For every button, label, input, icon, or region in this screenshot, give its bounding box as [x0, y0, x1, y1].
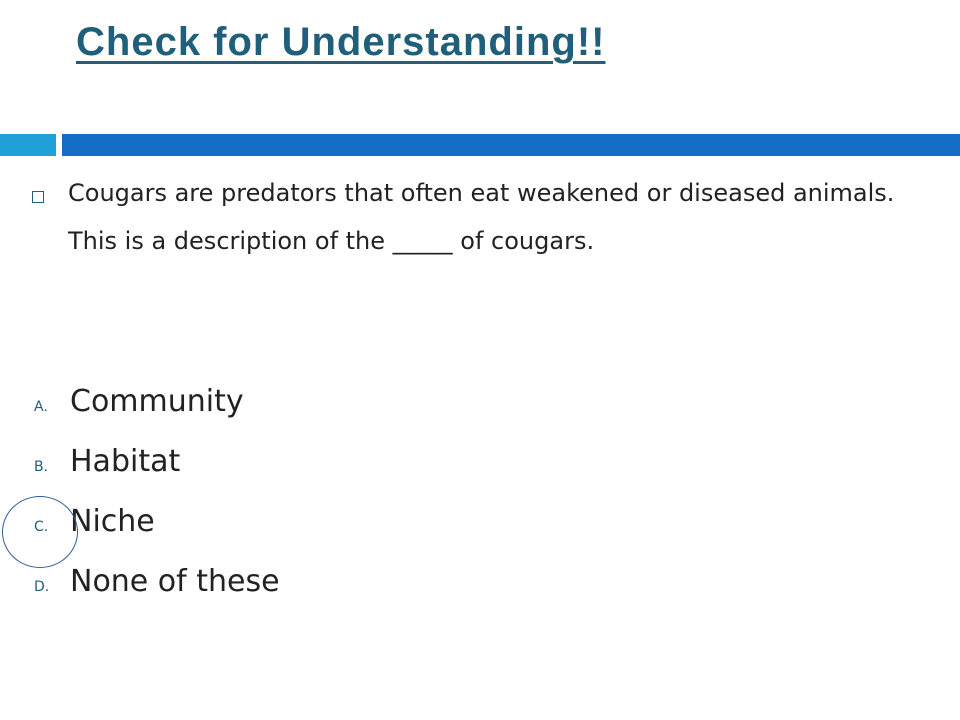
answer-list [34, 384, 280, 624]
answer-letter: B. [34, 459, 49, 475]
accent-bar-small [0, 134, 56, 156]
question-item [32, 178, 912, 265]
answer-text: Habitat [70, 444, 181, 479]
circle-annotation-icon [2, 496, 78, 568]
answer-text: Niche [70, 504, 155, 539]
answer-letter: D. [34, 579, 50, 595]
question-text: Cougars are predators that often eat weakened or diseased animals. This is a description of the _____ of cougars. [68, 179, 895, 255]
accent-bar-large [62, 134, 960, 156]
answer-letter: A. [34, 399, 48, 415]
slide-title: Check for Understanding!! [76, 20, 606, 64]
answer-text: None of these [70, 564, 280, 599]
answer-text: Community [70, 384, 244, 419]
square-bullet-icon [32, 191, 44, 203]
answer-option-d [34, 564, 280, 624]
answer-letter: C. [34, 519, 49, 535]
answer-option-a [34, 384, 280, 444]
answer-option-b [34, 444, 280, 504]
